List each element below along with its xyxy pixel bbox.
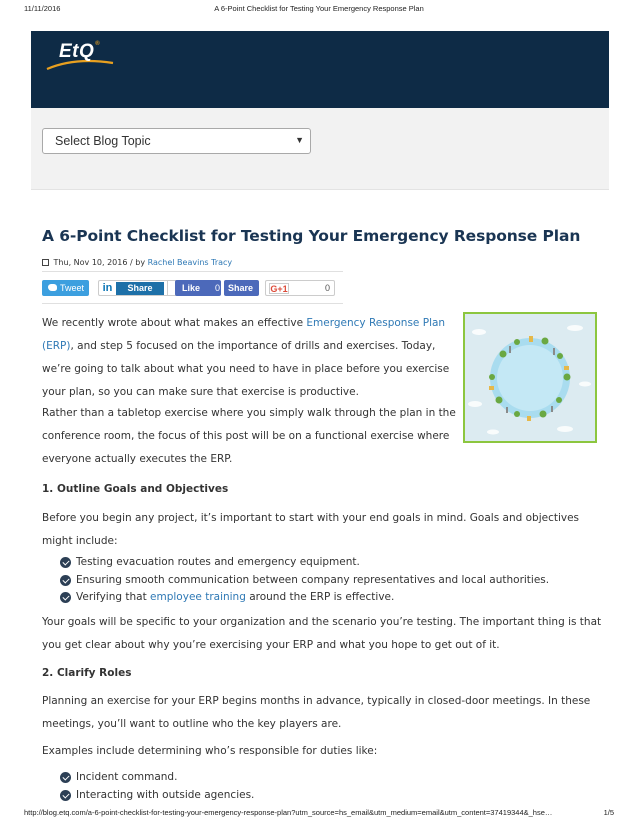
list-item-text: Testing evacuation routes and emergency equipment.: [76, 556, 360, 568]
linkedin-icon: in: [102, 282, 113, 294]
linkedin-share-label: Share: [116, 282, 164, 295]
twitter-bird-icon: [48, 284, 57, 291]
list-item: [60, 769, 254, 787]
green-globe-illustration: [465, 314, 595, 441]
print-title: A 6-Point Checklist for Testing Your Emergency Response Plan: [214, 4, 424, 13]
facebook-like-count: 0: [215, 283, 221, 293]
p1-text-before: We recently wrote about what makes an effective: [42, 317, 307, 329]
list-item-text: Incident command.: [76, 771, 178, 783]
list-item: [60, 787, 254, 805]
tweet-label: Tweet: [60, 283, 85, 293]
google-plus-count: 0: [324, 283, 330, 293]
divider-top: [42, 271, 343, 272]
google-plus-icon: G+1: [270, 284, 288, 294]
paragraph-planning: Planning an exercise for your ERP begins months in advance, typically in closed-door meetings. In these meetings, you’ll want to outline who the key players are.: [42, 695, 591, 730]
paragraph-goals: Before you begin any project, it’s important to start with your end goals in mind. Goals and objectives might include:: [42, 512, 580, 547]
check-circle-icon: [60, 592, 71, 603]
calendar-icon: [42, 259, 49, 266]
dropdown-arrow-icon: ▼: [295, 135, 304, 145]
article-title: A 6-Point Checklist for Testing Your Emergency Response Plan: [42, 227, 581, 245]
paragraph-intro: [42, 312, 458, 404]
article-byline: [42, 258, 232, 267]
heading-outline-goals: 1. Outline Goals and Objectives: [42, 483, 229, 495]
logo-text: EtQ®: [59, 41, 101, 62]
byline-by: / by: [130, 258, 146, 267]
print-date: 11/11/2016: [24, 4, 61, 13]
etq-logo[interactable]: [45, 39, 125, 75]
p1-text-after: , and step 5 focused on the importance of drills and exercises. Today, we’re going to talk about what you need to have in place before you exercise your plan, so you can make sure that exercise is productive.: [42, 340, 450, 398]
print-url: http://blog.etq.com/a-6-point-checklist-for-testing-your-emergency-response-plan?utm_source=hs_email&utm_medium=email&utm_content=37419344&_hse…: [24, 808, 553, 817]
google-plus-button[interactable]: [265, 280, 335, 296]
list-item-text: Verifying that: [76, 591, 151, 603]
author-link[interactable]: Rachel Beavins Tracy: [147, 258, 233, 267]
facebook-share-button[interactable]: [224, 280, 259, 296]
blog-topic-selected: Select Blog Topic: [55, 134, 151, 148]
paragraph-goals-specific: Your goals will be specific to your organization and the scenario you’re testing. The important thing is that you get clear about why you’re exercising your ERP and what you hope to get out of it.: [42, 616, 602, 651]
list-item-text: Ensuring smooth communication between company representatives and local authorities.: [76, 573, 550, 586]
paragraph-examples: Examples include determining who’s responsible for duties like:: [42, 745, 378, 757]
tweet-button[interactable]: [42, 280, 89, 296]
list-item: [60, 589, 549, 607]
list-item: [60, 572, 549, 590]
blog-topic-select[interactable]: [42, 128, 311, 154]
paragraph-functional-exercise: Rather than a tabletop exercise where you simply walk through the plan in the conference room, the focus of this post will be on a functional exercise where everyone actually executes the ERP.: [42, 407, 456, 465]
check-circle-icon: [60, 772, 71, 783]
facebook-like-button[interactable]: [175, 280, 221, 296]
list-item-text: around the ERP is effective.: [245, 591, 395, 603]
article-date: Thu, Nov 10, 2016: [53, 258, 128, 267]
divider-bottom: [42, 303, 343, 304]
article-hero-image: [463, 312, 597, 443]
share-bar: [42, 280, 342, 298]
list-item: [60, 554, 549, 572]
list-item-text: Interacting with outside agencies.: [76, 788, 255, 801]
topic-bar: [31, 108, 609, 190]
erp-link[interactable]: Emergency Response Plan (ERP): [42, 317, 446, 352]
check-circle-icon: [60, 790, 71, 801]
heading-clarify-roles: 2. Clarify Roles: [42, 667, 132, 679]
roles-list: [60, 769, 255, 801]
facebook-like-label: Like: [182, 283, 201, 293]
check-circle-icon: [60, 557, 71, 568]
site-header: [31, 31, 609, 108]
facebook-share-label: Share: [228, 283, 254, 293]
page-number: 1/5: [603, 808, 614, 817]
check-circle-icon: [60, 575, 71, 586]
employee-training-link[interactable]: employee training: [150, 591, 246, 603]
goals-list: [60, 554, 549, 607]
print-header: [24, 4, 614, 16]
print-footer: [24, 808, 614, 820]
